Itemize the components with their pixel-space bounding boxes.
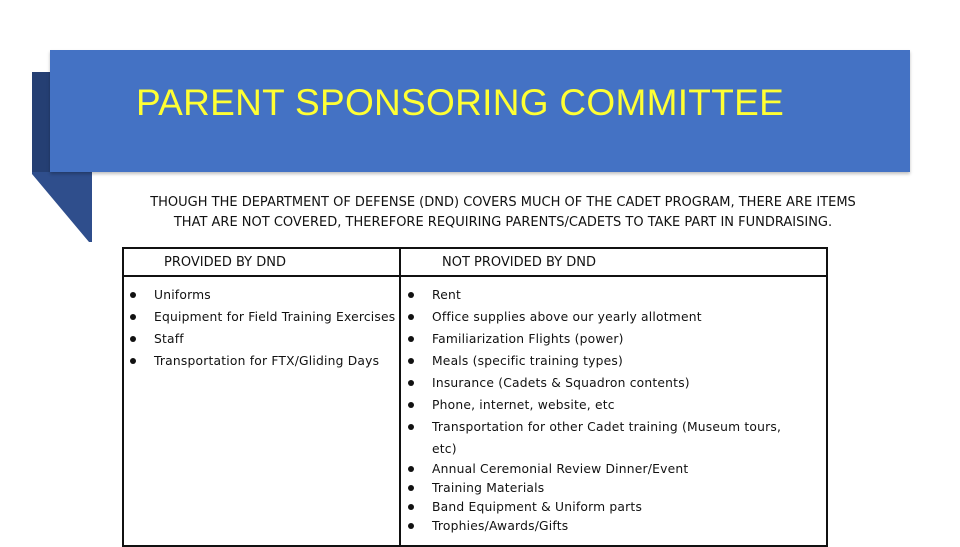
bullet-icon (408, 466, 414, 472)
list-item: Staff (124, 328, 401, 350)
bullet-icon (408, 504, 414, 510)
not-provided-heading: NOT PROVIDED BY DND (401, 249, 826, 277)
list-item: Office supplies above our yearly allotment (401, 306, 826, 328)
not-provided-list (401, 284, 826, 536)
provided-heading: PROVIDED BY DND (124, 249, 401, 277)
bullet-icon (408, 485, 414, 491)
list-item: Trophies/Awards/Gifts (401, 517, 826, 536)
intro-paragraph (100, 193, 906, 233)
intro-line-1: THOUGH THE DEPARTMENT OF DEFENSE (DND) COVERS MUCH OF THE CADET PROGRAM, THERE ARE ITEMS (150, 195, 856, 210)
bullet-icon (408, 523, 414, 529)
intro-line-2: THAT ARE NOT COVERED, THEREFORE REQUIRING PARENTS/CADETS TO TAKE PART IN FUNDRAISING. (173, 215, 833, 230)
list-item: Phone, internet, website, etc (401, 394, 826, 416)
list-item: Annual Ceremonial Review Dinner/Event (401, 460, 826, 479)
not-provided-column (399, 247, 828, 547)
bullet-icon (408, 358, 414, 364)
bullet-icon (408, 380, 414, 386)
list-item: Insurance (Cadets & Squadron contents) (401, 372, 826, 394)
list-item: Transportation for FTX/Gliding Days (124, 350, 401, 372)
bullet-icon (408, 314, 414, 320)
bullet-icon (408, 424, 414, 430)
list-item: Training Materials (401, 479, 826, 498)
list-item: Equipment for Field Training Exercises (124, 306, 401, 328)
bullet-icon (130, 314, 136, 320)
list-item: Uniforms (124, 284, 401, 306)
list-item: Rent (401, 284, 826, 306)
list-item: Transportation for other Cadet training (Museum tours, etc) (401, 416, 826, 460)
bullet-icon (408, 402, 414, 408)
provided-column (122, 247, 401, 547)
provided-list (124, 284, 401, 372)
bullet-icon (130, 336, 136, 342)
page-title: PARENT SPONSORING COMMITTEE (135, 82, 785, 123)
bullet-icon (130, 292, 136, 298)
list-item: Band Equipment & Uniform parts (401, 498, 826, 517)
bullet-icon (130, 358, 136, 364)
bullet-icon (408, 292, 414, 298)
list-item: Familiarization Flights (power) (401, 328, 826, 350)
bullet-icon (408, 336, 414, 342)
list-item: Meals (specific training types) (401, 350, 826, 372)
